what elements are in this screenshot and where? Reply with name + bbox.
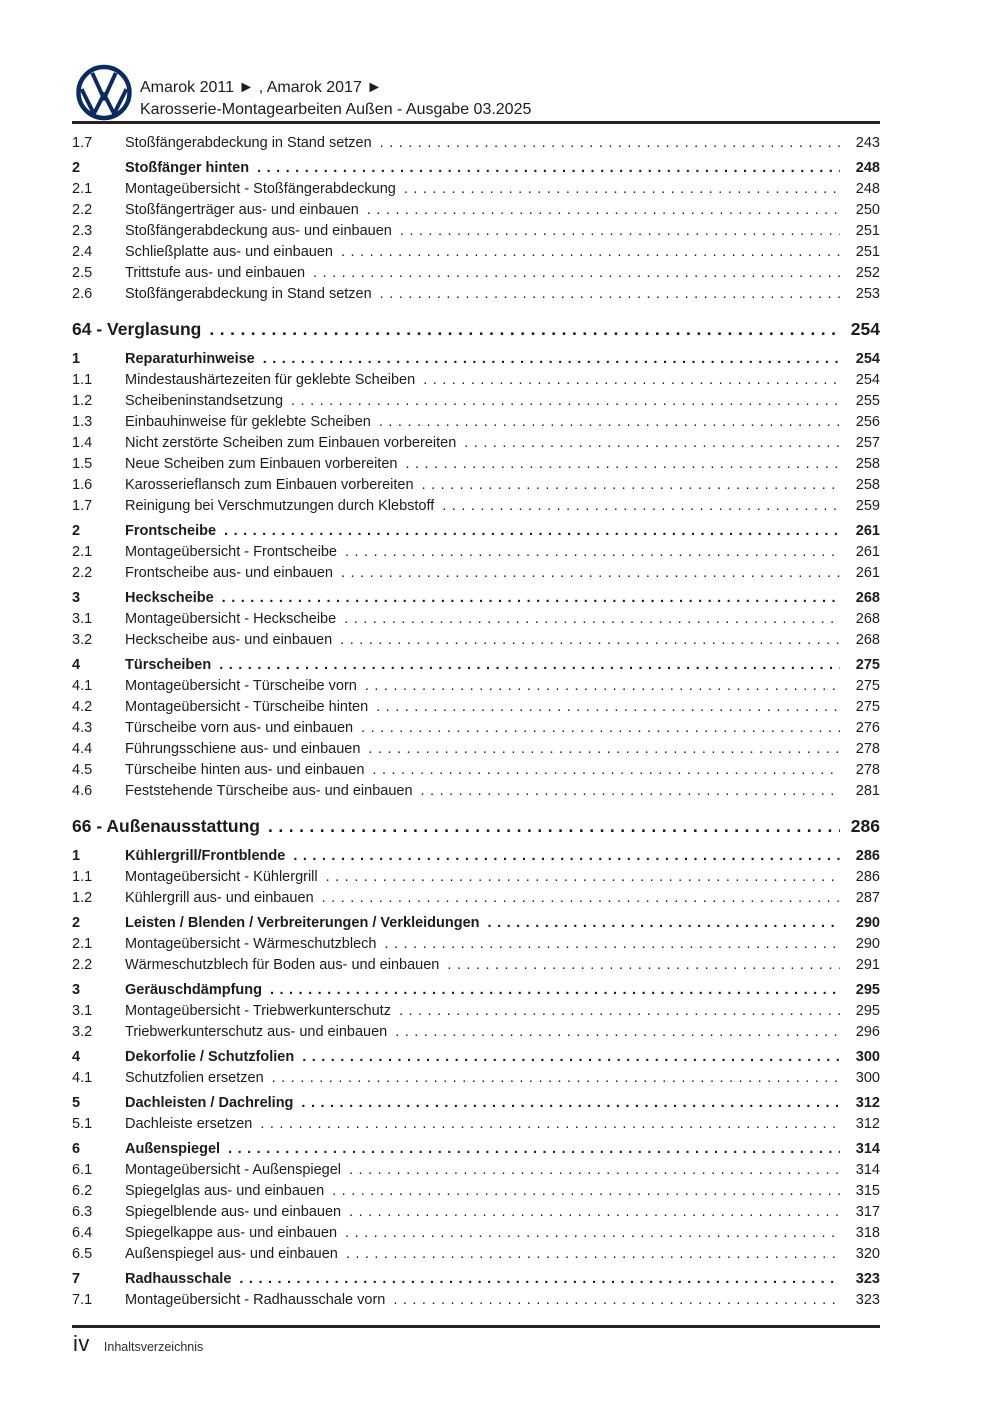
toc-leader-dots xyxy=(345,1223,840,1244)
toc-entry-page: 253 xyxy=(855,286,880,302)
toc-leader-dots xyxy=(260,1114,840,1135)
toc-leader-dots xyxy=(376,697,840,718)
footer-label: Inhaltsverzeichnis xyxy=(103,1340,204,1354)
toc-entry-title: Triebwerkunterschutz aus- und einbauen xyxy=(125,1024,388,1040)
toc-entry-title: Dekorfolie / Schutzfolien xyxy=(125,1049,295,1065)
toc-entry-number: 4 xyxy=(72,1049,81,1065)
toc-entry-page: 256 xyxy=(855,414,880,430)
header-text-block xyxy=(140,77,531,121)
toc-entry-row xyxy=(72,1022,880,1043)
toc-entry-number: 7 xyxy=(72,1271,81,1287)
toc xyxy=(72,133,880,1311)
toc-entry-number: 1.3 xyxy=(72,414,93,430)
toc-entry-page: 268 xyxy=(855,590,880,606)
toc-entry-row xyxy=(72,1047,880,1068)
toc-entry-title: Schließplatte aus- und einbauen xyxy=(125,244,333,260)
toc-entry-title: Türscheibe hinten aus- und einbauen xyxy=(125,762,365,778)
toc-entry-row xyxy=(72,630,880,651)
toc-entry-title: Stoßfängerabdeckung aus- und einbauen xyxy=(125,223,392,239)
toc-entry-page: 296 xyxy=(855,1024,880,1040)
toc-entry-number: 6.1 xyxy=(72,1162,93,1178)
toc-entry-row xyxy=(72,200,880,221)
toc-entry-page: 252 xyxy=(855,265,880,281)
toc-leader-dots xyxy=(349,1202,840,1223)
toc-entry-row xyxy=(72,1068,880,1089)
toc-leader-dots xyxy=(384,934,840,955)
toc-leader-dots xyxy=(488,913,840,934)
toc-entry-title: Frontscheibe xyxy=(125,523,217,539)
toc-entry-number: 6.2 xyxy=(72,1183,93,1199)
toc-entry-title: Montageübersicht - Außenspiegel xyxy=(125,1162,342,1178)
toc-entry-title: Montageübersicht - Triebwerkunterschutz xyxy=(125,1003,391,1019)
toc-entry-page: 250 xyxy=(855,202,880,218)
toc-entry-title: Kühlergrill aus- und einbauen xyxy=(125,890,314,906)
toc-entry-page: 278 xyxy=(855,762,880,778)
toc-entry-number: 3.1 xyxy=(72,611,93,627)
toc-entry-number: 4.6 xyxy=(72,783,93,799)
toc-leader-dots xyxy=(393,1290,840,1311)
toc-chapter-page: 286 xyxy=(850,816,880,836)
toc-entry-page: 318 xyxy=(855,1225,880,1241)
toc-chapter-title: 66 - Außenausstattung xyxy=(72,816,260,836)
toc-leader-dots xyxy=(268,815,840,838)
toc-entry-row xyxy=(72,454,880,475)
toc-entry-title: Spiegelglas aus- und einbauen xyxy=(125,1183,325,1199)
toc-leader-dots xyxy=(368,739,840,760)
toc-entry-row xyxy=(72,609,880,630)
toc-leader-dots xyxy=(332,1181,840,1202)
toc-leader-dots xyxy=(379,412,840,433)
toc-entry-number: 2.2 xyxy=(72,957,93,973)
toc-entry-page: 312 xyxy=(855,1095,880,1111)
toc-leader-dots xyxy=(447,955,840,976)
toc-entry-page: 314 xyxy=(855,1162,880,1178)
header-subtitle-line: Karosserie-Montagearbeiten Außen - Ausgabe 03.2025 xyxy=(140,101,532,118)
toc-entry-row xyxy=(72,542,880,563)
toc-leader-dots xyxy=(257,158,840,179)
toc-entry-page: 290 xyxy=(855,915,880,931)
toc-entry-title: Geräuschdämpfung xyxy=(125,982,262,998)
toc-entry-page: 276 xyxy=(855,720,880,736)
toc-entry-row xyxy=(72,179,880,200)
toc-entry-title: Stoßfänger hinten xyxy=(125,160,250,176)
toc-entry-number: 2.3 xyxy=(72,223,93,239)
footer-page-number: iv xyxy=(73,1331,90,1356)
toc-entry-number: 4.3 xyxy=(72,720,93,736)
toc-entry-number: 4.5 xyxy=(72,762,93,778)
toc-leader-dots xyxy=(322,888,840,909)
toc-entry-number: 3 xyxy=(72,590,81,606)
toc-entry-number: 2 xyxy=(72,523,81,539)
toc-entry-row xyxy=(72,697,880,718)
toc-entry-row xyxy=(72,496,880,517)
header-divider xyxy=(72,121,880,124)
toc-entry-number: 4.2 xyxy=(72,699,93,715)
toc-entry-row xyxy=(72,867,880,888)
toc-leader-dots xyxy=(464,433,840,454)
toc-entry-page: 251 xyxy=(855,244,880,260)
toc-entry-row xyxy=(72,158,880,179)
toc-entry-number: 1.1 xyxy=(72,372,93,388)
toc-leader-dots xyxy=(326,867,840,888)
header-model-line: Amarok 2011 ► , Amarok 2017 ► xyxy=(140,79,383,96)
toc-entry-number: 2.1 xyxy=(72,544,93,560)
toc-leader-dots xyxy=(301,1093,840,1114)
toc-entry-page: 243 xyxy=(855,135,880,151)
toc-leader-dots xyxy=(272,1068,840,1089)
toc-entry-number: 1 xyxy=(72,351,81,367)
toc-entry-row xyxy=(72,1202,880,1223)
toc-entry-row xyxy=(72,475,880,496)
toc-entry-page: 251 xyxy=(855,223,880,239)
toc-entry-title: Montageübersicht - Wärmeschutzblech xyxy=(125,936,377,952)
toc-entry-page: 314 xyxy=(855,1141,880,1157)
toc-entry-title: Außenspiegel aus- und einbauen xyxy=(125,1246,338,1262)
toc-leader-dots xyxy=(395,1022,840,1043)
toc-entry-page: 323 xyxy=(855,1292,880,1308)
toc-entry-title: Reinigung bei Verschmutzungen durch Klebstoff xyxy=(125,498,435,514)
toc-entry-title: Stoßfängerabdeckung in Stand setzen xyxy=(125,286,372,302)
toc-entry-page: 255 xyxy=(855,393,880,409)
toc-entry-page: 317 xyxy=(855,1204,880,1220)
toc-entry-title: Stoßfängerabdeckung in Stand setzen xyxy=(125,135,372,151)
toc-chapter-page: 254 xyxy=(850,319,880,339)
toc-entry-row xyxy=(72,588,880,609)
toc-leader-dots xyxy=(222,588,840,609)
toc-leader-dots xyxy=(302,1047,840,1068)
toc-leader-dots xyxy=(341,563,840,584)
toc-entry-number: 6.3 xyxy=(72,1204,93,1220)
toc-entry-title: Einbauhinweise für geklebte Scheiben xyxy=(125,414,371,430)
toc-leader-dots xyxy=(239,1269,840,1290)
toc-entry-page: 268 xyxy=(855,611,880,627)
toc-entry-row xyxy=(72,563,880,584)
toc-entry-number: 3 xyxy=(72,982,81,998)
toc-entry-row xyxy=(72,1269,880,1290)
toc-entry-page: 259 xyxy=(855,498,880,514)
toc-leader-dots xyxy=(345,542,840,563)
toc-entry-row xyxy=(72,263,880,284)
toc-entry-row xyxy=(72,1093,880,1114)
toc-entry-page: 295 xyxy=(855,1003,880,1019)
toc-entry-number: 3.2 xyxy=(72,1024,93,1040)
toc-entry-row xyxy=(72,934,880,955)
toc-entry-number: 1.1 xyxy=(72,869,93,885)
toc-entry-number: 2 xyxy=(72,915,81,931)
toc-entry-row xyxy=(72,781,880,802)
toc-leader-dots xyxy=(399,1001,840,1022)
toc-entry-number: 1.6 xyxy=(72,477,93,493)
toc-entry-row xyxy=(72,1244,880,1265)
toc-leader-dots xyxy=(380,284,840,305)
vw-logo-icon xyxy=(76,64,132,121)
toc-entry-number: 2.4 xyxy=(72,244,93,260)
toc-entry-row xyxy=(72,846,880,867)
toc-entry-page: 278 xyxy=(855,741,880,757)
toc-entry-row xyxy=(72,913,880,934)
toc-entry-title: Mindestaushärtezeiten für geklebte Scheiben xyxy=(125,372,416,388)
toc-entry-number: 6.5 xyxy=(72,1246,93,1262)
toc-entry-title: Montageübersicht - Türscheibe vorn xyxy=(125,678,357,694)
toc-entry-page: 248 xyxy=(855,181,880,197)
toc-entry-row xyxy=(72,242,880,263)
toc-entry-number: 1.7 xyxy=(72,135,93,151)
toc-entry-row xyxy=(72,718,880,739)
toc-entry-title: Türscheiben xyxy=(125,657,212,673)
toc-leader-dots xyxy=(361,718,840,739)
toc-entry-title: Montageübersicht - Stoßfängerabdeckung xyxy=(125,181,396,197)
toc-leader-dots xyxy=(421,781,840,802)
toc-leader-dots xyxy=(228,1139,840,1160)
toc-entry-page: 257 xyxy=(855,435,880,451)
toc-entry-title: Feststehende Türscheibe aus- und einbauen xyxy=(125,783,413,799)
toc-entry-title: Dachleiste ersetzen xyxy=(125,1116,253,1132)
toc-entry-row xyxy=(72,739,880,760)
toc-entry-row xyxy=(72,370,880,391)
toc-entry-row xyxy=(72,1114,880,1135)
toc-entry-row xyxy=(72,655,880,676)
toc-leader-dots xyxy=(313,263,840,284)
toc-leader-dots xyxy=(372,760,840,781)
toc-entry-page: 286 xyxy=(855,848,880,864)
toc-entry-number: 3.2 xyxy=(72,632,93,648)
toc-entry-number: 1.2 xyxy=(72,890,93,906)
toc-entry-page: 254 xyxy=(855,372,880,388)
toc-entry-number: 7.1 xyxy=(72,1292,93,1308)
toc-entry-row xyxy=(72,1223,880,1244)
toc-entry-page: 258 xyxy=(855,456,880,472)
toc-leader-dots xyxy=(349,1160,840,1181)
toc-entry-page: 281 xyxy=(855,783,880,799)
toc-entry-number: 2 xyxy=(72,160,81,176)
toc-entry-title: Heckscheibe aus- und einbauen xyxy=(125,632,333,648)
toc-entry-row xyxy=(72,221,880,242)
toc-leader-dots xyxy=(270,980,840,1001)
toc-entry-number: 5 xyxy=(72,1095,81,1111)
toc-entry-title: Karosserieflansch zum Einbauen vorbereiten xyxy=(125,477,414,493)
toc-entry-page: 261 xyxy=(855,565,880,581)
toc-entry-page: 320 xyxy=(855,1246,880,1262)
toc-leader-dots xyxy=(341,242,840,263)
toc-entry-page: 312 xyxy=(855,1116,880,1132)
toc-leader-dots xyxy=(263,349,840,370)
toc-chapter-row xyxy=(72,318,880,341)
toc-leader-dots xyxy=(405,454,840,475)
page-header xyxy=(76,64,880,121)
toc-entry-page: 275 xyxy=(855,678,880,694)
toc-entry-row xyxy=(72,521,880,542)
toc-entry-row xyxy=(72,133,880,154)
toc-entry-title: Leisten / Blenden / Verbreiterungen / Verkleidungen xyxy=(125,915,480,931)
page-footer xyxy=(73,1331,203,1357)
toc-leader-dots xyxy=(367,200,840,221)
toc-entry-page: 300 xyxy=(855,1049,880,1065)
toc-entry-row xyxy=(72,1139,880,1160)
toc-entry-number: 2.1 xyxy=(72,181,93,197)
toc-entry-number: 2.5 xyxy=(72,265,93,281)
toc-entry-title: Nicht zerstörte Scheiben zum Einbauen vorbereiten xyxy=(125,435,457,451)
toc-entry-row xyxy=(72,888,880,909)
toc-entry-number: 2.2 xyxy=(72,565,93,581)
toc-entry-title: Türscheibe vorn aus- und einbauen xyxy=(125,720,354,736)
toc-entry-page: 315 xyxy=(855,1183,880,1199)
toc-leader-dots xyxy=(365,676,840,697)
toc-entry-page: 261 xyxy=(855,544,880,560)
toc-entry-title: Montageübersicht - Türscheibe hinten xyxy=(125,699,369,715)
toc-entry-title: Führungsschiene aus- und einbauen xyxy=(125,741,361,757)
toc-entry-number: 2.6 xyxy=(72,286,93,302)
toc-entry-title: Neue Scheiben zum Einbauen vorbereiten xyxy=(125,456,398,472)
toc-entry-row xyxy=(72,1160,880,1181)
toc-entry-title: Montageübersicht - Frontscheibe xyxy=(125,544,337,560)
toc-entry-title: Montageübersicht - Radhausschale vorn xyxy=(125,1292,386,1308)
toc-entry-page: 286 xyxy=(855,869,880,885)
toc-entry-title: Kühlergrill/Frontblende xyxy=(125,848,286,864)
toc-entry-title: Radhausschale xyxy=(125,1271,232,1287)
toc-entry-page: 300 xyxy=(855,1070,880,1086)
toc-entry-number: 3.1 xyxy=(72,1003,93,1019)
toc-entry-row xyxy=(72,284,880,305)
toc-entry-number: 4.1 xyxy=(72,1070,93,1086)
toc-entry-page: 275 xyxy=(855,657,880,673)
toc-entry-page: 323 xyxy=(855,1271,880,1287)
toc-leader-dots xyxy=(422,475,840,496)
toc-entry-row xyxy=(72,955,880,976)
toc-entry-number: 4 xyxy=(72,657,81,673)
toc-leader-dots xyxy=(209,318,840,341)
toc-entry-page: 254 xyxy=(855,351,880,367)
toc-entry-row xyxy=(72,1181,880,1202)
toc-entry-title: Reparaturhinweise xyxy=(125,351,255,367)
toc-entry-number: 1.5 xyxy=(72,456,93,472)
toc-entry-row xyxy=(72,1290,880,1311)
toc-chapter-row xyxy=(72,815,880,838)
toc-entry-title: Montageübersicht - Heckscheibe xyxy=(125,611,337,627)
toc-entry-number: 2.1 xyxy=(72,936,93,952)
toc-entry-page: 258 xyxy=(855,477,880,493)
toc-entry-row xyxy=(72,980,880,1001)
toc-entry-row xyxy=(72,391,880,412)
toc-entry-number: 4.4 xyxy=(72,741,93,757)
toc-entry-title: Montageübersicht - Kühlergrill xyxy=(125,869,318,885)
toc-leader-dots xyxy=(344,609,840,630)
toc-entry-number: 6 xyxy=(72,1141,81,1157)
toc-entry-page: 268 xyxy=(855,632,880,648)
toc-entry-title: Frontscheibe aus- und einbauen xyxy=(125,565,333,581)
toc-entry-number: 1 xyxy=(72,848,81,864)
toc-leader-dots xyxy=(380,133,840,154)
toc-entry-number: 5.1 xyxy=(72,1116,93,1132)
toc-leader-dots xyxy=(291,391,840,412)
toc-entry-title: Schutzfolien ersetzen xyxy=(125,1070,264,1086)
toc-entry-title: Spiegelblende aus- und einbauen xyxy=(125,1204,342,1220)
toc-entry-number: 1.2 xyxy=(72,393,93,409)
toc-leader-dots xyxy=(340,630,840,651)
toc-leader-dots xyxy=(442,496,840,517)
toc-entry-page: 291 xyxy=(855,957,880,973)
toc-entry-number: 2.2 xyxy=(72,202,93,218)
toc-leader-dots xyxy=(293,846,840,867)
toc-entry-title: Dachleisten / Dachreling xyxy=(125,1095,294,1111)
toc-entry-page: 261 xyxy=(855,523,880,539)
toc-entry-page: 287 xyxy=(855,890,880,906)
toc-leader-dots xyxy=(224,521,840,542)
toc-entry-title: Trittstufe aus- und einbauen xyxy=(125,265,306,281)
toc-chapter-title: 64 - Verglasung xyxy=(72,319,202,339)
toc-entry-title: Außenspiegel xyxy=(125,1141,221,1157)
toc-leader-dots xyxy=(404,179,840,200)
toc-entry-title: Heckscheibe xyxy=(125,590,214,606)
toc-entry-row xyxy=(72,676,880,697)
toc-leader-dots xyxy=(400,221,840,242)
toc-entry-row xyxy=(72,433,880,454)
toc-entry-number: 6.4 xyxy=(72,1225,93,1241)
toc-entry-title: Scheibeninstandsetzung xyxy=(125,393,284,409)
toc-entry-row xyxy=(72,412,880,433)
toc-entry-title: Spiegelkappe aus- und einbauen xyxy=(125,1225,338,1241)
toc-entry-row xyxy=(72,349,880,370)
toc-entry-number: 1.7 xyxy=(72,498,93,514)
toc-entry-page: 295 xyxy=(855,982,880,998)
toc-leader-dots xyxy=(423,370,840,391)
toc-entry-page: 275 xyxy=(855,699,880,715)
toc-entry-number: 1.4 xyxy=(72,435,93,451)
toc-leader-dots xyxy=(219,655,840,676)
toc-entry-page: 290 xyxy=(855,936,880,952)
toc-entry-row xyxy=(72,760,880,781)
toc-leader-dots xyxy=(346,1244,840,1265)
footer-divider xyxy=(72,1325,880,1328)
toc-entry-page: 248 xyxy=(855,160,880,176)
toc-entry-number: 4.1 xyxy=(72,678,93,694)
toc-entry-row xyxy=(72,1001,880,1022)
toc-entry-title: Wärmeschutzblech für Boden aus- und einbauen xyxy=(125,957,440,973)
toc-entry-title: Stoßfängerträger aus- und einbauen xyxy=(125,202,359,218)
